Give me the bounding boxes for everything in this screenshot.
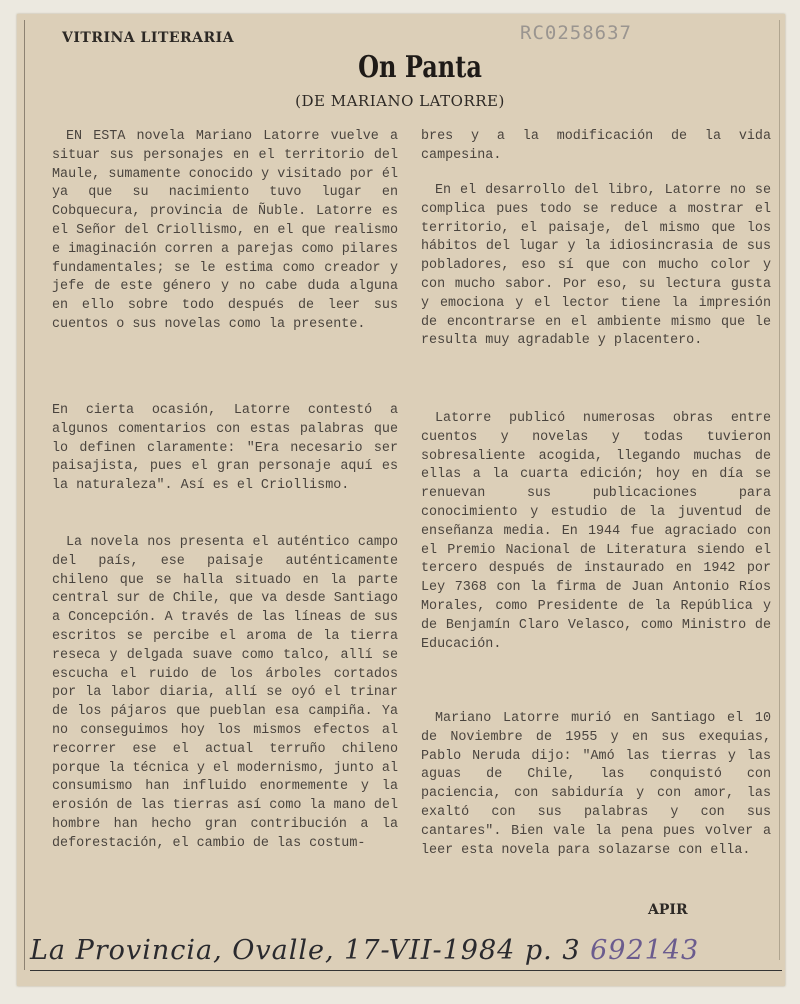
left-border-line [24, 20, 25, 970]
article-title: On Panta [358, 50, 482, 85]
article-subtitle: (DE MARIANO LATORRE) [295, 92, 505, 110]
handwritten-underline [30, 970, 782, 971]
author-signature: APIR [648, 902, 688, 918]
source-citation: La Provincia, Ovalle, 17-VII-1984 p. 3 [30, 935, 581, 966]
section-heading: VITRINA LITERARIA [62, 30, 235, 46]
paragraph: En cierta ocasión, Latorre contestó a algunos comentarios con estas palabras que lo definen claramente: "Era necesario ser paisajista, pues el gran personaje aquí es la naturaleza". Así es el Criollismo. [52, 403, 398, 494]
handwritten-source-note [30, 935, 699, 966]
paragraph: bres y a la modificación de la vida campesina. [421, 129, 771, 163]
archive-stamp: RC0258637 [520, 22, 632, 44]
paragraph: En el desarrollo del libro, Latorre no se complica pues todo se reduce a mostrar el territorio, el paisaje, del mismo que los hábitos del lugar y la idiosincrasia de sus pobladores, eso sí que con mucho color y con mucho sabor. Por eso, su lectura gusta y emociona y el lector tiene la impresión de encontrarse en el ambiente mismo que le resulta muy agradable y placentero. [421, 183, 771, 349]
right-border-line [779, 20, 780, 960]
paragraph: Mariano Latorre murió en Santiago el 10 de Noviembre de 1955 y en sus exequias, Pablo Neruda dijo: "Amó las tierras y las aguas de Chile, las conquistó con paciencia, con sabiduría y con amor, las exaltó con sus palabras y con sus cantares". Bien vale la pena pues volver a leer esta novela para solazarse con ella. [421, 711, 771, 858]
paragraph: Latorre publicó numerosas obras entre cuentos y novelas y todas tuvieron sobresaliente acogida, llegando muchas de ellas a la cuarta edición; hoy en día se renuevan sus publicaciones para conocimiento y estudio de la juventud de enseñanza media. En 1944 fue agraciado con el Premio Nacional de Literatura siendo el tercero después de instaurado en 1942 por Ley 7368 con la firma de Juan Antonio Ríos Morales, como Presidente de la República y de Benjamín Claro Velasco, como Ministro de Educación. [421, 411, 771, 652]
paragraph: EN ESTA novela Mariano Latorre vuelve a situar sus personajes en el territorio del Maule, sumamente conocido y visitado por él ya que su nacimiento tuvo lugar en Cobquecura, provincia de Ñuble. Latorre es el Señor del Criollismo, en el que realismo e imaginación corren a parejas como pilares fundamentales; se le estima como creador y jefe de este género y no cabe duda alguna en ello sobre todo después de leer sus cuentos o sus novelas como la presente. [52, 129, 398, 332]
handwritten-number: 692143 [590, 935, 700, 966]
paragraph: La novela nos presenta el auténtico campo del país, ese paisaje auténticamente chileno que se halla situado en la parte central sur de Chile, que va desde Santiago a Concepción. A través de las líneas de sus escritos se percibe el aroma de la tierra reseca y delgada suave como talco, allí se escucha el ruido de los árboles cortados por la labor diaria, allí se oyó el trinar de los pájaros que pueblan esa campiña. Ya no conseguimos hoy los mismos efectos al recorrer ese el actual terruño chileno porque la técnica y el modernismo, junto al consumismo han influido enormemente y la erosión de las tierras así como la mano del hombre han hecho gran contribución a la deforestación, el cambio de las costum- [52, 535, 398, 851]
